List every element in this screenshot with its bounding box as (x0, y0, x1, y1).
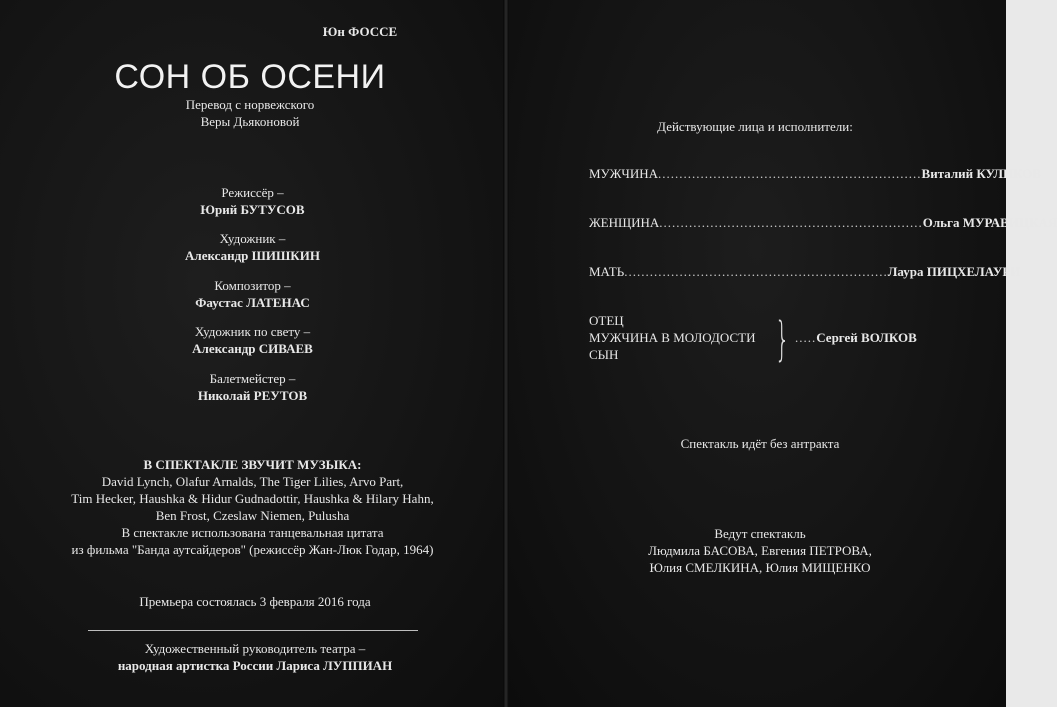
credit-designer (100, 230, 405, 265)
music-line: Ben Frost, Czeslaw Niemen, Pulusha (155, 508, 350, 523)
credit-name: Александр СИВАЕВ (192, 341, 313, 356)
multi-role-list (589, 312, 755, 363)
translation-line: Перевод с норвежского (185, 97, 315, 112)
cast-header: Действующие лица и исполнители: (657, 119, 853, 134)
music-line: Tim Hecker, Haushka & Hidur Gudnadottir, Haushka & Hilary Hahn, (71, 491, 434, 506)
music-line: David Lynch, Olafur Arnalds, The Tiger Lilies, Arvo Part, (101, 474, 404, 489)
leaders-line: Юлия СМЕЛКИНА, Юлия МИЩЕНКО (649, 560, 871, 575)
cast-role: СЫН (589, 347, 619, 362)
director-title: Художественный руководитель театра – (144, 641, 366, 656)
dot-leader: .............................................................. (659, 215, 923, 230)
translation-line: Веры Дьяконовой (200, 114, 300, 129)
dot-leader: ..... (795, 330, 817, 345)
credit-name: Фаустас ЛАТЕНАС (195, 295, 310, 310)
cast-role: МАТЬ (589, 264, 625, 279)
cast-actor: Лаура ПИЦХЕЛАУРИ (887, 264, 1021, 279)
credit-name: Юрий БУТУСОВ (200, 202, 305, 217)
credit-director (100, 184, 405, 219)
credit-role: Художник по свету – (194, 324, 311, 339)
cast-row (589, 165, 1042, 182)
divider-rule (88, 630, 418, 631)
cast-role: МУЖЧИНА В МОЛОДОСТИ (589, 330, 756, 345)
music-heading: В СПЕКТАКЛЕ ЗВУЧИТ МУЗЫКА: (143, 457, 362, 472)
multi-role-actor-line (795, 330, 917, 346)
cast-role: ЖЕНЩИНА (589, 215, 660, 230)
play-title: СОН ОБ ОСЕНИ (114, 58, 386, 96)
music-line: В спектакле использована танцевальная цитата (121, 525, 384, 540)
dot-leader: .............................................................. (624, 264, 888, 279)
credit-name: Александр ШИШКИН (185, 248, 320, 263)
credit-name: Николай РЕУТОВ (197, 388, 308, 403)
cast-role: ОТЕЦ (589, 313, 624, 328)
music-line: из фильма "Банда аутсайдеров" (режиссёр Жан-Люк Годар, 1964) (71, 542, 434, 557)
credit-role: Режиссёр – (221, 185, 284, 200)
credit-role: Композитор – (214, 278, 291, 293)
cast-role: МУЖЧИНА (589, 166, 659, 181)
intermission-note: Спектакль идёт без антракта (680, 436, 840, 451)
page-fold (503, 0, 509, 707)
cast-actor: Виталий КУЛИКОВ (921, 166, 1042, 181)
credit-composer (100, 277, 405, 312)
cast-row (589, 214, 1057, 231)
leaders-heading: Ведут спектакль (714, 526, 806, 541)
curly-brace-icon: } (775, 312, 790, 366)
cast-row (589, 263, 1021, 280)
credit-role: Балетмейстер – (209, 371, 296, 386)
translation-credit (150, 96, 350, 130)
artistic-director (60, 640, 450, 674)
multi-role-group (589, 312, 929, 366)
dot-leader: .............................................................. (658, 166, 922, 181)
director-name: народная артистка России Лариса ЛУППИАН (117, 658, 393, 673)
credit-choreographer (100, 370, 405, 405)
author-name: Юн ФОССЕ (322, 24, 398, 39)
cast-actor: Ольга МУРАВИЦКАЯ (922, 215, 1057, 230)
credit-role: Художник – (219, 231, 286, 246)
cast-actor: Сергей ВОЛКОВ (816, 330, 917, 345)
premiere-date: Премьера состоялась 3 февраля 2016 года (139, 594, 371, 609)
stage-managers (600, 525, 920, 576)
music-section (30, 456, 475, 558)
leaders-line: Людмила БАСОВА, Евгения ПЕТРОВА, (648, 543, 872, 558)
credit-lighting (100, 323, 405, 358)
